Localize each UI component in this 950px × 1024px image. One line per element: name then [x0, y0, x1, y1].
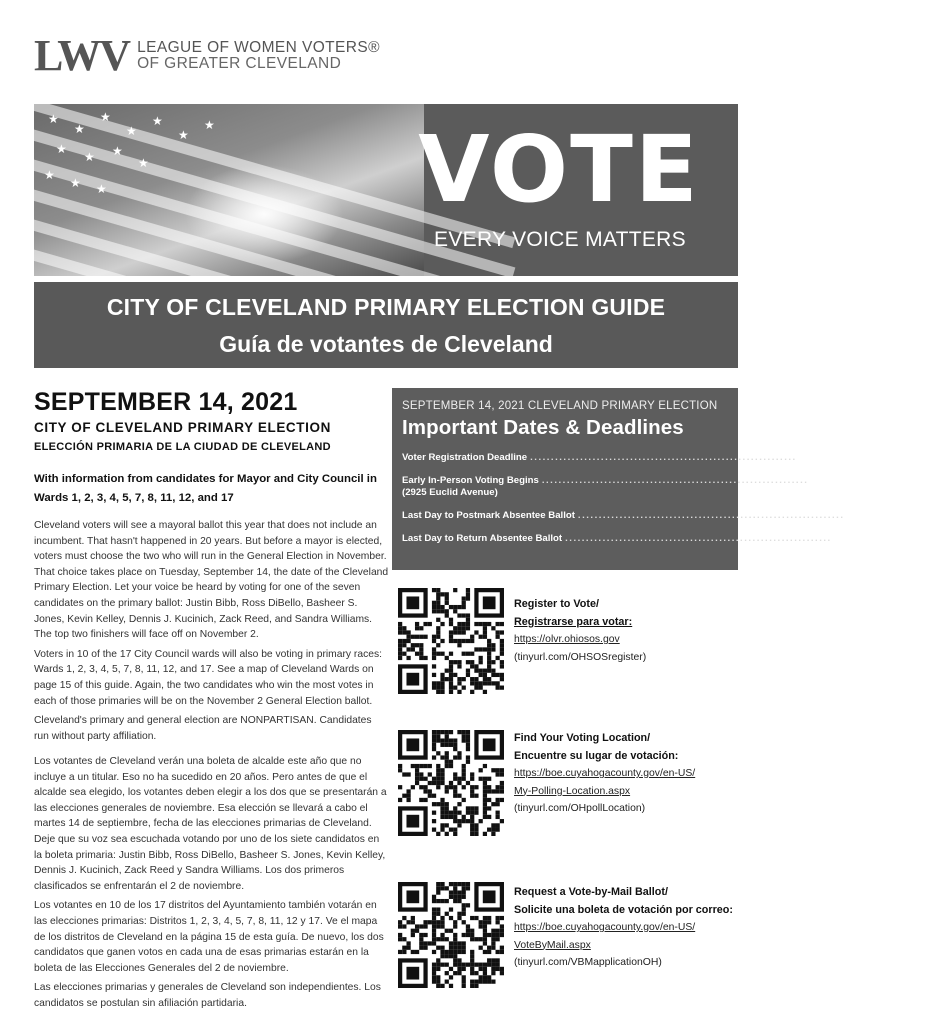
- deadline-row: Voter Registration Deadline ................................................................ August 16: [402, 452, 847, 463]
- deadline-row: Early In-Person Voting Begins ................................................................ August 17: [402, 475, 858, 486]
- election-subtitle-es: ELECCIÓN PRIMARIA DE LA CIUDAD DE CLEVELAND: [34, 441, 331, 453]
- qr-heading-en: Register to Vote/: [514, 598, 599, 610]
- guide-title-en: CITY OF CLEVELAND PRIMARY ELECTION GUIDE: [106, 294, 666, 320]
- deadline-label: Voter Registration Deadline: [402, 452, 528, 463]
- qr-link[interactable]: https://boe.cuyahogacounty.gov/en-US/: [514, 768, 696, 779]
- intro-spanish: [34, 754, 389, 1016]
- vote-heading: VOTE: [418, 116, 700, 223]
- qr-link[interactable]: https://olvr.ohiosos.gov: [514, 634, 620, 645]
- deadline-value: August 17: [811, 475, 858, 486]
- voting-location-block: [398, 730, 738, 836]
- deadline-value: September 13: [847, 510, 911, 521]
- deadline-row: Last Day to Postmark Absentee Ballot ................................................................ September 13: [402, 510, 911, 521]
- deadlines-subtitle: SEPTEMBER 14, 2021 CLEVELAND PRIMARY ELECTION: [402, 400, 718, 412]
- deadline-label: Last Day to Postmark Absentee Ballot: [402, 510, 575, 521]
- deadlines-title: Important Dates & Deadlines: [402, 416, 684, 439]
- org-name-line2: OF GREATER CLEVELAND: [137, 55, 342, 72]
- qr-short-link: (tinyurl.com/OHSOSregister): [514, 651, 647, 663]
- guide-title-es: Guía de votantes de Cleveland: [219, 331, 553, 357]
- deadline-value: August 16: [799, 452, 847, 463]
- intro-english: [34, 518, 389, 748]
- flag-image: ★ ★ ★ ★ ★ ★ ★ ★ ★ ★ ★ ★ ★ ★: [34, 104, 424, 276]
- qr-code-icon[interactable]: [398, 882, 504, 988]
- paragraph: Los votantes de Cleveland verán una boleta de alcalde este año que no incluye a un titular. Eso no ha sucedido en 20 años. Pero antes de que el alcalde sea elegido, los votantes deben elegir a los dos que se presentarán a las elecciones generales de noviembre. Esa elección se llevará a cabo el martes 14 de septiembre, fecha de las elecciones primarias de Cleveland. Deje que su voz sea escuchada votando por uno de los siete candidatos en la boleta primaria: Justin Bibb, Ross DiBello, Basheer S. Jones, Kevin Kelley, Dennis J. Kucinich, Zack Reed y Sandra Williams. Los dos primeros clasificados se enfrentarán el 2 de noviembre.: [34, 756, 387, 892]
- qr-link[interactable]: My-Polling-Location.aspx: [514, 785, 631, 797]
- important-dates-box: [392, 388, 950, 570]
- deadline-note: (2925 Euclid Avenue): [402, 487, 498, 498]
- qr-heading-en: Find Your Voting Location/: [514, 732, 651, 744]
- qr-short-link: (tinyurl.com/OHpollLocation): [514, 803, 646, 814]
- paragraph: Las elecciones primarias y generales de Cleveland son independientes. Los candidatos se postulan sin afiliación partidaria.: [34, 982, 381, 1009]
- register-to-vote-block: [398, 588, 738, 694]
- logo-mark: LWV: [34, 31, 130, 80]
- qr-link[interactable]: VoteByMail.aspx: [514, 939, 591, 951]
- org-name-line1: LEAGUE OF WOMEN VOTERS®: [137, 39, 380, 56]
- paragraph: Cleveland's primary and general election are NONPARTISAN. Candidates run without party affiliation.: [34, 715, 372, 742]
- election-subtitle-en: CITY OF CLEVELAND PRIMARY ELECTION: [34, 420, 331, 435]
- qr-heading-es: Registrarse para votar:: [514, 615, 633, 628]
- qr-heading-en: Request a Vote-by-Mail Ballot/: [514, 886, 668, 898]
- paragraph: Los votantes en 10 de los 17 distritos del Ayuntamiento también votarán en las elecciones primarias: Distritos 1, 2, 3, 4, 5, 7, 8, 11, 12 y 17. Ve el mapa de los distritos de Cleveland en la página 15 de esta guía. De nuevo, los dos candidatos que ganen votos en cada una de esas primarias estarán en la boleta de las Elecciones Generales del 2 de noviembre.: [34, 900, 384, 974]
- logo-text: [137, 40, 380, 72]
- deadline-label: Last Day to Return Absentee Ballot: [402, 533, 563, 544]
- deadline-row: Last Day to Return Absentee Ballot ................................................................ September 14 by 7:30 pm: [402, 533, 950, 544]
- qr-code-icon[interactable]: [398, 730, 504, 836]
- vote-banner: [34, 104, 738, 276]
- paragraph: Cleveland voters will see a mayoral ballot this year that does not include an incumbent. That hasn't happened in 20 years. But before a mayor is elected, voters must choose the two who will run in the General Election in November. That choice takes place on Tuesday, September 14, the date of the Cleveland Primary Election. Let your voice be heard by voting for one of the seven candidates on the primary ballot: Justin Bibb, Ross DiBello, Basheer S. Jones, Kevin Kelley, Dennis J. Kucinich, Zack Reed, and Sandra Williams. The top two finishers will face off on November 2.: [34, 520, 389, 641]
- election-date: SEPTEMBER 14, 2021: [34, 388, 298, 416]
- vote-by-mail-block: [398, 882, 738, 988]
- qr-short-link: (tinyurl.com/VBMapplicationOH): [514, 957, 662, 968]
- qr-heading-es: Encuentre su lugar de votación:: [514, 749, 679, 762]
- guide-title-bar: [34, 282, 738, 368]
- vote-tagline: EVERY VOICE MATTERS: [434, 228, 686, 251]
- paragraph: Voters in 10 of the 17 City Council wards will also be voting in primary races: Wards 1, 2, 3, 4, 5, 7, 8, 11, 12, and 17. See a map of Cleveland Wards on page 15 of this guide. Again, the two candidates who win the most votes in each of those primaries will be on the November 2 General Election ballot.: [34, 648, 382, 707]
- qr-heading-es: Solicite una boleta de votación por correo:: [514, 903, 733, 916]
- with-info-heading: With information from candidates for Mayor and City Council in Wards 1, 2, 3, 4, 5, 7, 8, 11, 12, and 17: [34, 473, 377, 504]
- lwv-logo: [34, 31, 380, 80]
- qr-code-icon[interactable]: [398, 588, 504, 694]
- deadline-label: Early In-Person Voting Begins: [402, 475, 539, 486]
- qr-link[interactable]: https://boe.cuyahogacounty.gov/en-US/: [514, 922, 696, 933]
- deadline-value: September 14 by 7:30 pm: [834, 533, 950, 544]
